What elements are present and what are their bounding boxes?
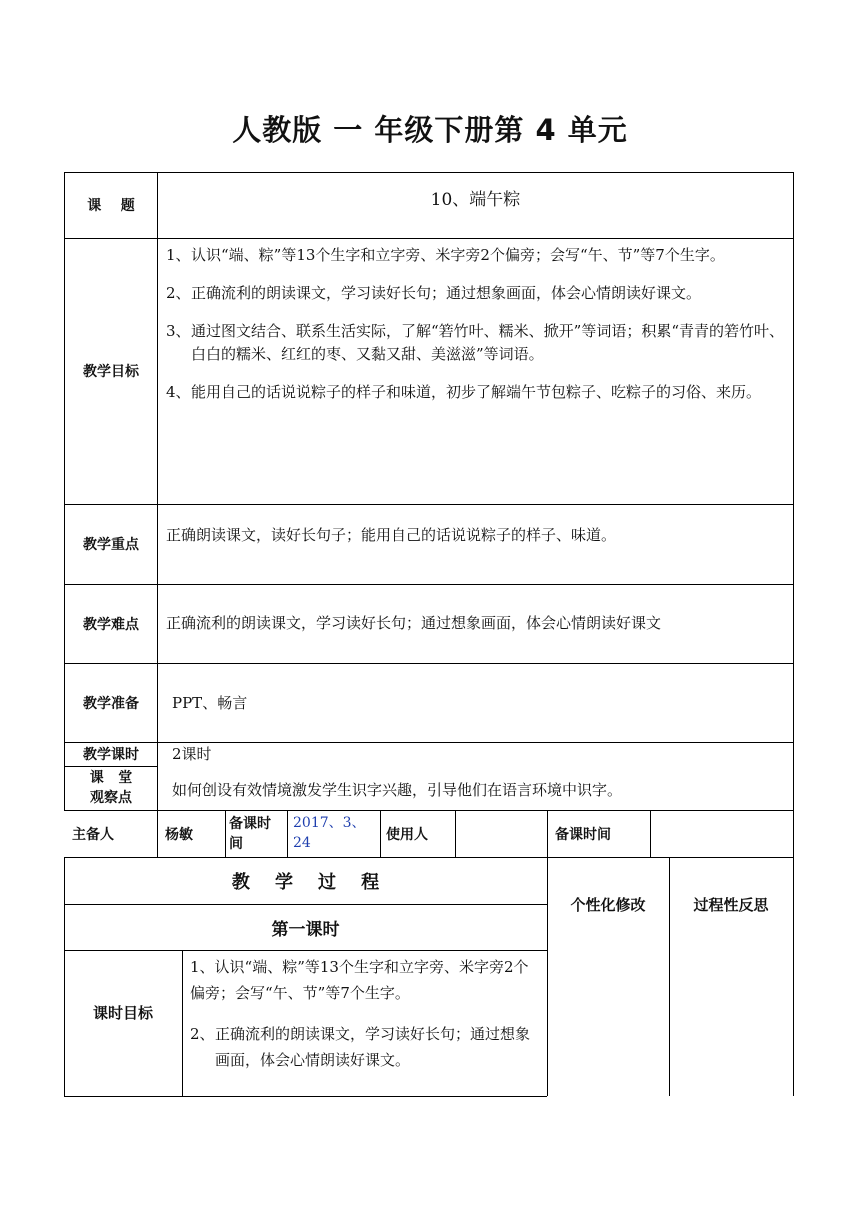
lesson-goal-label: 课时目标 bbox=[92, 1003, 153, 1022]
preparation-label: 教学准备 bbox=[83, 695, 139, 712]
prep-time-value: 2017、3、 24 bbox=[293, 815, 366, 851]
lesson-goal-item-2: 2、 正确流利的朗读课文，学习读好长句；通过想象画面，体会心情朗读好课文。 bbox=[190, 1025, 531, 1069]
key-points-label: 教学重点 bbox=[83, 537, 139, 553]
goal-item-4: 4、 能用自己的话说说粽子的样子和味道，初步了解端午节包粽子、吃粽子的习俗、来历。 bbox=[166, 383, 762, 401]
topic-label: 课 题 bbox=[87, 198, 135, 214]
difficulties-label: 教学难点 bbox=[83, 616, 139, 633]
main-preparer-label: 主备人 bbox=[72, 826, 114, 843]
hours-value: 2课时 bbox=[172, 745, 212, 763]
main-preparer-value: 杨敏 bbox=[165, 826, 193, 843]
goal-item-2: 2、 正确流利的朗读课文，学习读好长句；通过想象画面，体会心情朗读好课文。 bbox=[166, 284, 702, 302]
user-label: 使用人 bbox=[386, 826, 428, 843]
personal-edit-header: 个性化修改 bbox=[570, 895, 646, 914]
preparation-value: PPT、畅言 bbox=[172, 694, 248, 712]
reflection-header: 过程性反思 bbox=[693, 895, 769, 914]
hours-label: 教学课时 bbox=[83, 747, 139, 763]
prep-time2-label: 备课时间 bbox=[555, 826, 611, 843]
observation-value: 如何创设有效情境激发学生识字兴趣，引导他们在语言环境中识字。 bbox=[172, 781, 623, 799]
goal-item-3: 3、 通过图文结合、联系生活实际，了解“箬竹叶、糯米、掀开”等词语；积累“青青的箬竹叶、白白的糯米、红红的枣、又黏又甜、美滋滋”等词语。 bbox=[166, 322, 785, 363]
key-points-value: 正确朗读课文，读好长句子；能用自己的话说说粽子的样子、味道。 bbox=[166, 526, 617, 544]
goal-item-1: 1、 认识“端、粽”等13个生字和立字旁、米字旁2个偏旁；会写“午、节”等7个生字。 bbox=[166, 246, 725, 264]
page-title: 人教版 一 年级下册第 4 单元 bbox=[232, 113, 628, 147]
difficulties-value: 正确流利的朗读课文，学习读好长句；通过想象画面，体会心情朗读好课文 bbox=[166, 614, 662, 632]
process-header: 教 学 过 程 bbox=[231, 871, 380, 893]
goals-label: 教学目标 bbox=[83, 364, 139, 380]
lesson-goal-item-1: 1、认识“端、粽”等13个生字和立字旁、米字旁2个偏旁；会写“午、节”等7个生字。 bbox=[190, 958, 529, 1002]
topic-value: 10、端午粽 bbox=[430, 190, 521, 210]
lesson-goal-list bbox=[190, 954, 542, 1088]
lesson1-header: 第一课时 bbox=[271, 919, 340, 940]
prep-time-label: 备课时 间 bbox=[229, 815, 271, 852]
goals-list bbox=[166, 244, 788, 419]
observation-label: 课 堂 观察点 bbox=[89, 770, 133, 806]
